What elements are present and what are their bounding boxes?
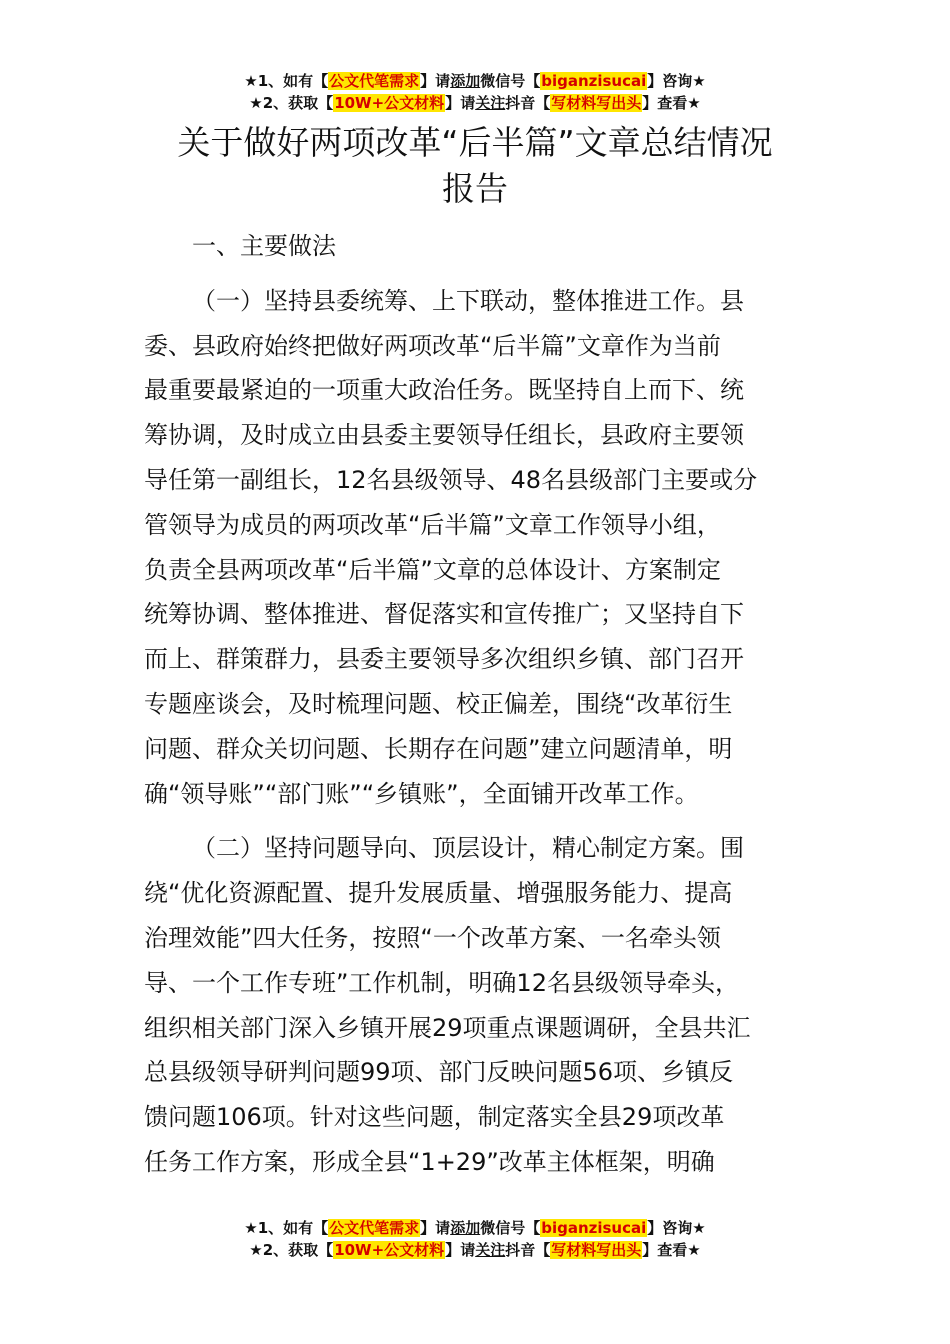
title-line: 报告	[442, 169, 508, 208]
paragraph-line: 专题座谈会，及时梳理问题、校正偏差，围绕“改革衍生	[144, 689, 733, 718]
footer-banner	[0, 1217, 950, 1261]
banner-highlight: 公文代笔需求	[329, 72, 420, 90]
paragraph-line: 导、一个工作专班”工作机制，明确12名县级领导牵头，	[144, 968, 739, 997]
paragraph-line: 绕“优化资源配置、提升发展质量、增强服务能力、提高	[144, 879, 733, 908]
banner-text: ★2、获取【	[249, 94, 334, 112]
paragraph-line: 而上、群策群力，县委主要领导多次组织乡镇、部门召开	[144, 645, 744, 674]
paragraph-line: 统筹协调、整体推进、督促落实和宣传推广；又坚持自下	[144, 600, 744, 629]
banner-highlight: biganzisucai	[541, 1219, 647, 1237]
banner-text: 抖音【	[505, 94, 551, 112]
paragraph-line: 总县级领导研判问题99项、部门反映问题56项、乡镇反	[144, 1058, 734, 1087]
banner-line-2	[0, 92, 950, 114]
banner-text: 】咨询★	[647, 72, 706, 90]
paragraph-line: （一）坚持县委统筹、上下联动，整体推进工作。县	[192, 286, 744, 315]
banner-line-2	[0, 1239, 950, 1261]
paragraph	[144, 279, 810, 817]
paragraph-line: 任务工作方案，形成全县“1+29”改革主体框架，明确	[144, 1147, 715, 1176]
header-banner	[0, 70, 950, 114]
banner-text: 】查看★	[642, 1241, 701, 1259]
banner-highlight: 10W+公文材料	[334, 94, 445, 112]
banner-text: 】查看★	[642, 94, 701, 112]
banner-highlight: biganzisucai	[541, 72, 647, 90]
paragraph-line: 委、县政府始终把做好两项改革“后半篇”文章作为当前	[144, 331, 721, 360]
banner-underline: 关注	[475, 1241, 506, 1259]
paragraph-line: 确“领导账”“部门账”“乡镇账”，全面铺开改革工作。	[144, 779, 699, 808]
banner-text: ★1、如有【	[244, 1219, 329, 1237]
paragraph	[144, 826, 810, 1184]
banner-text: ★1、如有【	[244, 72, 329, 90]
banner-text: 】请	[420, 72, 451, 90]
banner-text: 】请	[445, 94, 476, 112]
banner-highlight: 写材料写出头	[551, 1241, 642, 1259]
paragraph-line: 筹协调，及时成立由县委主要领导任组长，县政府主要领	[144, 421, 744, 450]
paragraph-line: 管领导为成员的两项改革“后半篇”文章工作领导小组，	[144, 510, 721, 539]
banner-text: 抖音【	[505, 1241, 551, 1259]
banner-text: ★2、获取【	[249, 1241, 334, 1259]
paragraph-line: 负责全县两项改革“后半篇”文章的总体设计、方案制定	[144, 555, 721, 584]
paragraph-line: 最重要最紧迫的一项重大政治任务。既坚持自上而下、统	[144, 376, 744, 405]
banner-text: 】咨询★	[647, 1219, 706, 1237]
banner-text: 微信号【	[480, 1219, 541, 1237]
paragraph-list	[144, 279, 810, 1185]
paragraph-line: 治理效能”四大任务，按照“一个改革方案、一名牵头领	[144, 923, 721, 952]
document-title	[120, 120, 830, 212]
paragraph-line: 组织相关部门深入乡镇开展29项重点课题调研，全县共汇	[144, 1013, 751, 1042]
paragraph-line: 馈问题106项。针对这些问题，制定落实全县29项改革	[144, 1103, 725, 1132]
section-heading: 一、主要做法	[192, 232, 336, 260]
banner-underline: 关注	[475, 94, 506, 112]
banner-underline: 添加	[450, 72, 481, 90]
paragraph-line: 导任第一副组长，12名县级领导、48名县级部门主要或分	[144, 465, 758, 494]
banner-underline: 添加	[450, 1219, 481, 1237]
banner-text: 】请	[420, 1219, 451, 1237]
banner-highlight: 写材料写出头	[551, 94, 642, 112]
paragraph-line: 问题、群众关切问题、长期存在问题”建立问题清单，明	[144, 734, 733, 763]
title-line: 关于做好两项改革“后半篇”文章总结情况	[177, 123, 773, 162]
document-body	[144, 224, 810, 1195]
banner-text: 】请	[445, 1241, 476, 1259]
banner-line-1	[0, 1217, 950, 1239]
banner-highlight: 公文代笔需求	[329, 1219, 420, 1237]
banner-line-1	[0, 70, 950, 92]
banner-text: 微信号【	[480, 72, 541, 90]
paragraph-line: （二）坚持问题导向、顶层设计，精心制定方案。围	[192, 834, 744, 863]
banner-highlight: 10W+公文材料	[334, 1241, 445, 1259]
